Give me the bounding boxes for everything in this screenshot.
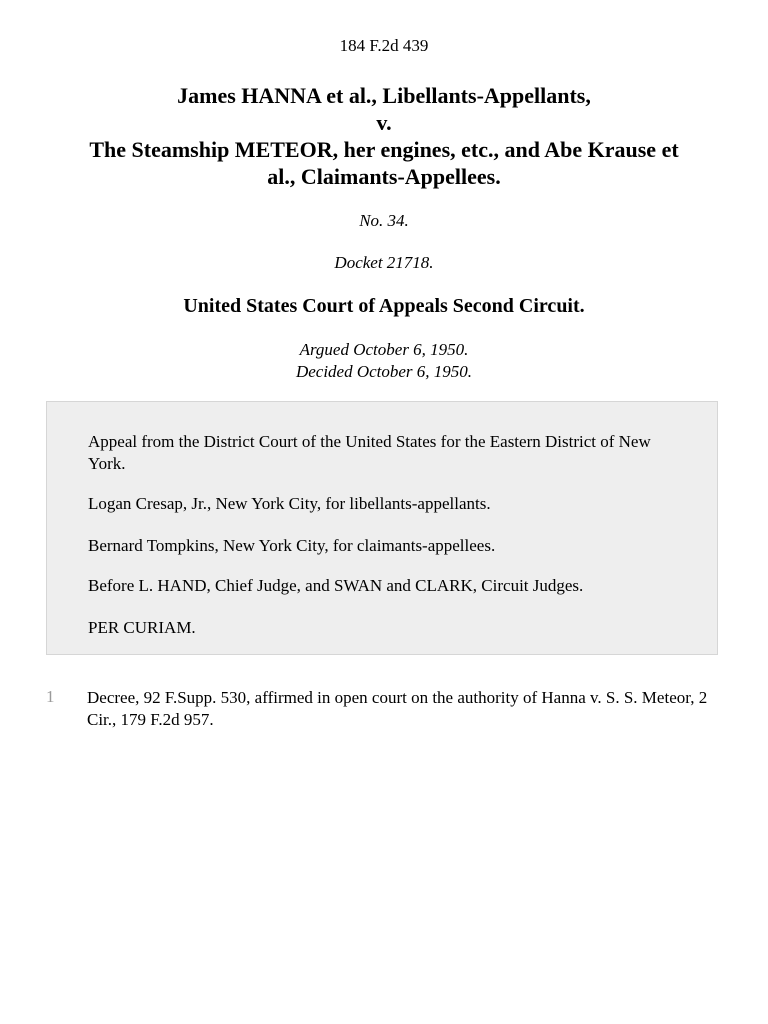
judge-panel: Before L. HAND, Chief Judge, and SWAN and CLARK, Circuit Judges. (88, 576, 584, 595)
case-title-line: The Steamship METEOR, her engines, etc., and Abe Krause et (89, 137, 679, 162)
argued-date: Argued October 6, 1950. (299, 340, 469, 359)
counsel-appellants: Logan Cresap, Jr., New York City, for libellants-appellants. (88, 494, 491, 513)
headnote-box (46, 401, 718, 655)
case-title-line: v. (376, 110, 392, 135)
paragraph-number: 1 (46, 687, 55, 706)
case-title-line: James HANNA et al., Libellants-Appellants, (177, 83, 591, 108)
case-dates (0, 339, 768, 383)
per-curiam: PER CURIAM. (88, 618, 196, 637)
case-title-line: al., Claimants-Appellees. (267, 164, 501, 189)
docket-number: Docket 21718. (334, 253, 434, 272)
case-number: No. 34. (359, 211, 409, 230)
decided-date: Decided October 6, 1950. (295, 362, 473, 381)
paragraph-text: Decree, 92 F.Supp. 530, affirmed in open court on the authority of Hanna v. S. S. Meteor, 2 Cir., 179 F.2d 957. (87, 688, 708, 729)
court-name: United States Court of Appeals Second Circuit. (183, 295, 585, 317)
appeal-origin: Appeal from the District Court of the United States for the Eastern District of New York. (88, 432, 651, 473)
counsel-appellees: Bernard Tompkins, New York City, for claimants-appellees. (88, 536, 496, 555)
case-citation: 184 F.2d 439 (339, 36, 429, 55)
case-title (30, 82, 738, 190)
